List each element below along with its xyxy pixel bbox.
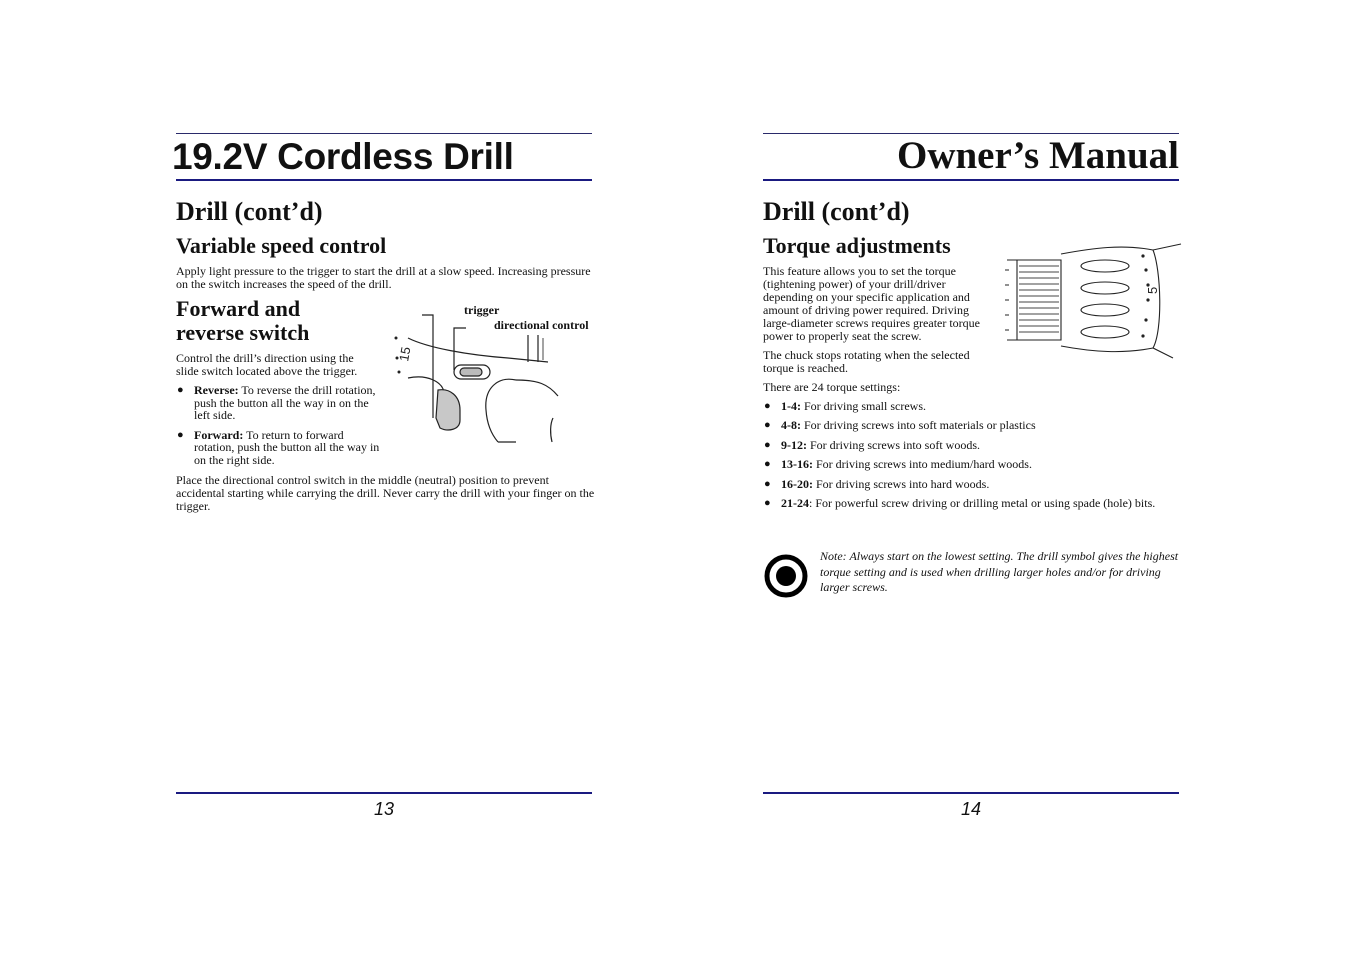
page-number: 13	[373, 799, 395, 819]
torque-heading: Torque adjustments	[763, 233, 951, 258]
torque-collar-illustration	[1003, 240, 1183, 365]
right-page	[763, 0, 1179, 954]
header-rule-top	[176, 133, 592, 134]
setting-text: For driving screws into soft woods.	[807, 437, 980, 452]
setting-range: 4-8:	[781, 418, 801, 433]
direction-bullet-list	[176, 384, 380, 466]
setting-text: For driving screws into medium/hard woods.	[813, 457, 1032, 472]
page-header-title: Owner’s Manual	[896, 134, 1179, 177]
list-item	[763, 497, 1183, 510]
page-header-title: 19.2V Cordless Drill	[172, 136, 514, 177]
dial-number-label: 15	[396, 345, 414, 363]
setting-range: 16-20:	[781, 476, 813, 491]
bullet-dot-icon: ●	[177, 428, 184, 441]
setting-range: 13-16:	[781, 457, 813, 472]
torque-note: Note: Always start on the lowest setting. The drill symbol gives the highest torque setting and is used when drilling larger holes and/or for driving larger screws.	[820, 549, 1179, 594]
bullet-dot-icon: ●	[177, 384, 184, 396]
setting-text: For driving screws into soft materials or plastics	[801, 418, 1036, 433]
list-item	[763, 400, 1183, 413]
footer-rule	[763, 792, 1179, 794]
chuck-stop-text: The chuck stops rotating when the selected torque is reached.	[763, 348, 970, 375]
list-item	[176, 384, 380, 422]
bullet-dot-icon: ●	[764, 458, 771, 471]
directional-control-label: directional control	[494, 318, 589, 332]
header-rule-bottom	[763, 179, 1179, 181]
list-item	[763, 439, 1183, 452]
forward-reverse-heading-line2: reverse switch	[176, 320, 310, 345]
variable-speed-text: Apply light pressure to the trigger to start the drill at a slow speed. Increasing pressure on the switch increases the speed of the drill.	[176, 264, 591, 291]
bullet-dot-icon: ●	[764, 438, 771, 451]
bullet-text: To reverse the drill rotation, push the button all the way in on the left side.	[194, 383, 376, 422]
forward-reverse-heading	[176, 297, 309, 345]
list-item	[763, 478, 1183, 491]
setting-text: For driving small screws.	[801, 399, 926, 413]
torque-settings-list	[763, 400, 1183, 516]
torque-settings-intro: There are 24 torque settings:	[763, 380, 901, 394]
setting-text: : For powerful screw driving or drilling metal or using spade (hole) bits.	[809, 495, 1156, 510]
forward-reverse-intro: Control the drill’s direction using the slide switch located above the trigger.	[176, 351, 358, 378]
footer-rule	[176, 792, 592, 794]
setting-range: 9-12:	[781, 437, 807, 452]
left-page	[172, 0, 595, 954]
list-item	[763, 458, 1183, 471]
list-item	[176, 429, 380, 467]
bullet-dot-icon: ●	[764, 419, 771, 432]
bullet-term: Reverse:	[194, 383, 239, 397]
torque-description: This feature allows you to set the torque (tightening power) of your drill/driver depending on your specific application and amount of driving power required. Driving large-diameter screws requires greater torque power to properly seat the screw.	[763, 264, 981, 343]
section-title: Drill (cont’d)	[763, 197, 910, 226]
setting-range: 21-24	[781, 495, 809, 510]
setting-text: For driving screws into hard woods.	[813, 476, 990, 491]
list-item	[763, 419, 1183, 432]
page-number: 14	[960, 799, 982, 819]
setting-range: 1-4:	[781, 399, 801, 413]
trigger-label: trigger	[464, 303, 500, 317]
bullet-text: To return to forward rotation, push the button all the way in on the right side.	[194, 427, 380, 467]
section-title: Drill (cont’d)	[176, 197, 323, 226]
target-icon	[763, 553, 809, 599]
header-rule-bottom	[176, 179, 592, 181]
bullet-dot-icon: ●	[764, 477, 771, 490]
bullet-dot-icon: ●	[764, 496, 771, 509]
bullet-dot-icon: ●	[764, 400, 771, 412]
bullet-term: Forward:	[194, 427, 244, 442]
forward-reverse-heading-line1: Forward and	[176, 296, 301, 321]
neutral-position-text: Place the directional control switch in the middle (neutral) position to prevent accidental starting while carrying the drill. Never carry the drill with your finger on the trigger.	[176, 473, 595, 513]
variable-speed-heading: Variable speed control	[176, 233, 387, 258]
dial-number-label: 5	[1145, 286, 1160, 294]
